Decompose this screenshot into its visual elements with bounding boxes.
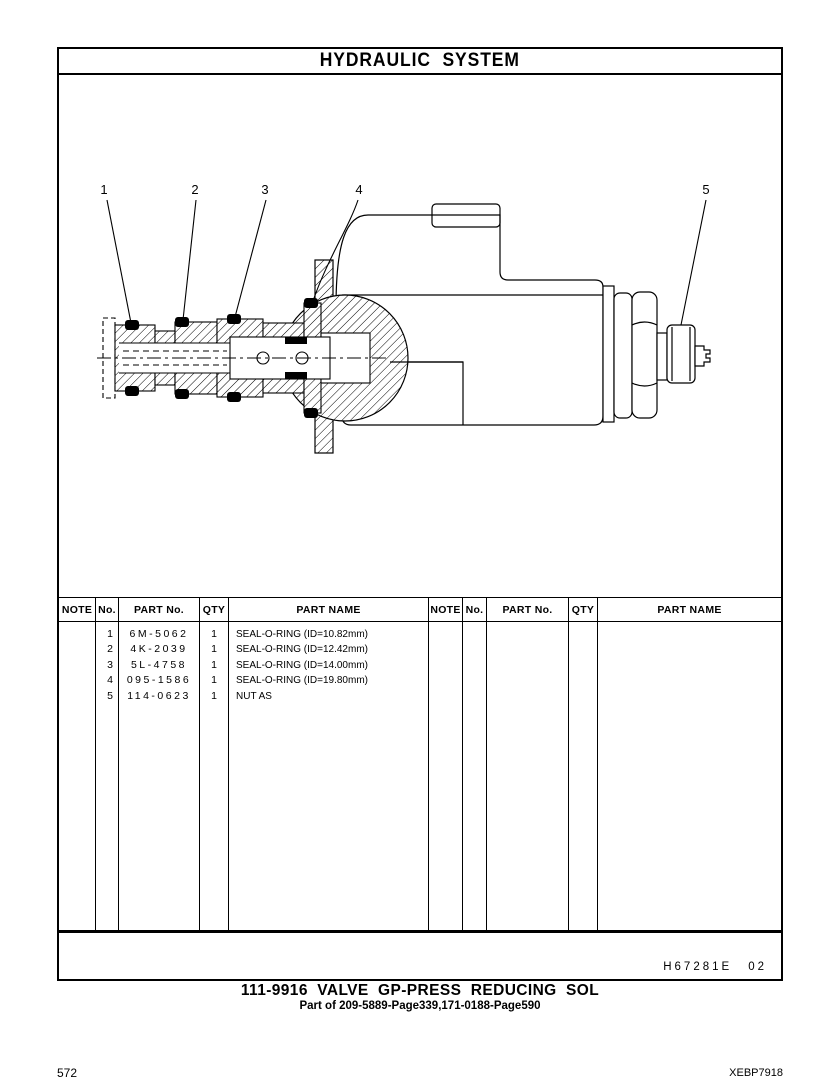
no-column-left: [96, 622, 119, 930]
partname-column-left: [229, 622, 429, 930]
nut-as: [667, 325, 695, 383]
row-no: 3: [107, 658, 113, 671]
partno-column-left: [119, 622, 200, 930]
partname-column-right: [598, 622, 781, 930]
assembly-title: 111-9916 VALVE GP-PRESS REDUCING SOL: [240, 982, 600, 999]
row-qty: 1: [211, 674, 217, 687]
header-no-right: No.: [463, 598, 487, 622]
qty-column-right: [569, 622, 598, 930]
seal-1: [125, 320, 139, 330]
header-no-left: No.: [96, 598, 119, 622]
note-column-right: [429, 622, 463, 930]
parts-table: [59, 597, 781, 933]
row-qty: 1: [211, 628, 217, 640]
header-partno-left: PART No.: [119, 598, 200, 622]
qty-column-left: [200, 622, 229, 930]
row-part-name: SEAL-O-RING (ID=19.80mm): [236, 675, 368, 687]
connector-tip: [695, 346, 710, 366]
row-qty: 1: [211, 658, 217, 671]
callout-1: 1: [100, 182, 108, 197]
callout-5: 5: [702, 182, 710, 197]
seal-4: [304, 298, 318, 308]
hex-collar: [632, 292, 657, 418]
header-partname-right: PART NAME: [598, 598, 781, 622]
page-number: 572: [57, 1066, 78, 1080]
seal-2: [175, 317, 189, 327]
row-part-name: NUT AS: [236, 690, 272, 702]
row-part-no: 095-1586: [126, 674, 192, 687]
header-partname-left: PART NAME: [229, 598, 429, 622]
row-part-no: 6M-5062: [129, 628, 189, 640]
note-column-left: [59, 622, 96, 930]
header-note-right: NOTE: [429, 598, 463, 622]
publication-code: XEBP7918: [729, 1067, 783, 1079]
no-column-right: [463, 622, 487, 930]
row-part-name: SEAL-O-RING (ID=14.00mm): [236, 659, 368, 671]
header-partno-right: PART No.: [487, 598, 569, 622]
callout-numbers: [100, 182, 709, 197]
row-no: 1: [107, 628, 113, 640]
seal-3: [227, 314, 241, 324]
row-no: 2: [107, 643, 113, 656]
row-part-name: SEAL-O-RING (ID=12.42mm): [236, 644, 368, 656]
title-band: [59, 49, 781, 75]
header-note-left: NOTE: [59, 598, 96, 622]
row-no: 4: [107, 674, 113, 687]
row-qty: 1: [211, 689, 217, 702]
row-part-name: SEAL-O-RING (ID=10.82mm): [236, 629, 368, 640]
header-qty-right: QTY: [569, 598, 598, 622]
valve-cross-section-figure: [59, 75, 781, 597]
row-part-no: 114-0623: [127, 689, 191, 702]
technical-drawing: [59, 75, 781, 597]
callout-3: 3: [261, 182, 269, 197]
callout-2: 2: [191, 182, 199, 197]
row-part-no: 5L-4758: [130, 658, 188, 671]
row-qty: 1: [211, 643, 217, 656]
assembly-subtitle: Part of 209-5889-Page339,171-0188-Page590: [299, 1000, 541, 1012]
doc-reference: H67281E: [663, 961, 733, 973]
header-qty-left: QTY: [200, 598, 229, 622]
doc-revision: 02: [748, 961, 767, 973]
partno-column-right: [487, 622, 569, 930]
page-title: HYDRAULIC SYSTEM: [319, 50, 521, 71]
callout-4: 4: [355, 182, 363, 197]
row-part-no: 4K-2039: [130, 643, 188, 656]
doc-reference-strip: [59, 933, 781, 979]
page-frame: [57, 47, 783, 981]
row-no: 5: [107, 689, 113, 702]
